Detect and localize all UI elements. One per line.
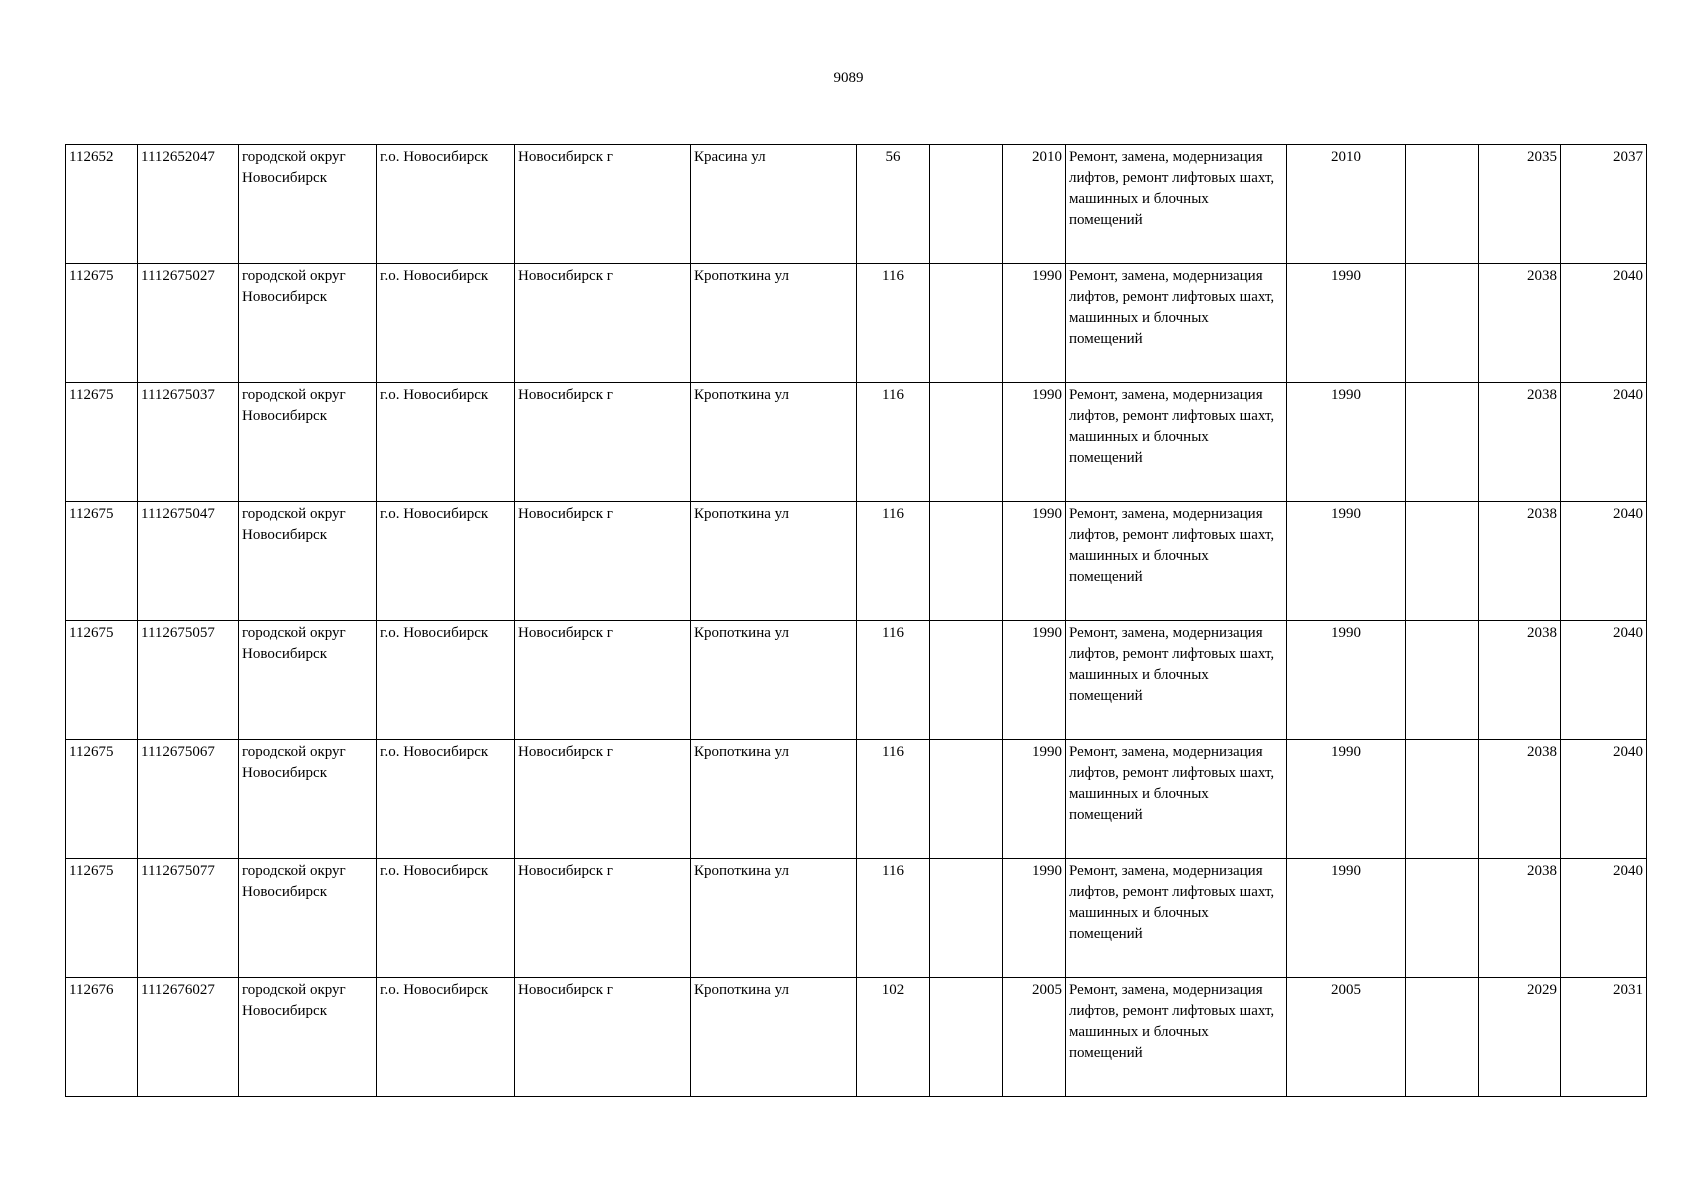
cell-work-type: Ремонт, замена, модернизация лифтов, ремонт лифтовых шахт, машинных и блочных помещений [1066, 264, 1287, 383]
cell-plan-start: 2035 [1479, 145, 1561, 264]
table-row [66, 145, 1647, 264]
cell-building [930, 978, 1003, 1097]
page-number: 9089 [833, 70, 864, 86]
cell-building [930, 621, 1003, 740]
cell-code: 1112676027 [138, 978, 239, 1097]
cell-building [930, 740, 1003, 859]
table-row [66, 264, 1647, 383]
cell-blank [1406, 621, 1479, 740]
table-row [66, 383, 1647, 502]
cell-plan-start: 2038 [1479, 621, 1561, 740]
cell-house: 116 [857, 621, 930, 740]
cell-code: 1112675027 [138, 264, 239, 383]
cell-blank [1406, 264, 1479, 383]
cell-city: Новосибирск г [515, 740, 691, 859]
cell-house: 116 [857, 383, 930, 502]
cell-id: 112675 [66, 740, 138, 859]
table-row [66, 621, 1647, 740]
cell-plan-end: 2040 [1561, 740, 1647, 859]
cell-street: Кропоткина ул [691, 264, 857, 383]
cell-blank [1406, 859, 1479, 978]
cell-blank [1406, 383, 1479, 502]
cell-plan-end: 2031 [1561, 978, 1647, 1097]
cell-building [930, 383, 1003, 502]
cell-id: 112675 [66, 264, 138, 383]
cell-municipality: г.о. Новосибирск [377, 978, 515, 1097]
cell-year-last: 2010 [1287, 145, 1406, 264]
cell-house: 116 [857, 502, 930, 621]
cell-work-type: Ремонт, замена, модернизация лифтов, ремонт лифтовых шахт, машинных и блочных помещений [1066, 621, 1287, 740]
cell-municipality: г.о. Новосибирск [377, 502, 515, 621]
cell-municipality: г.о. Новосибирск [377, 621, 515, 740]
cell-id: 112675 [66, 859, 138, 978]
cell-street: Кропоткина ул [691, 621, 857, 740]
cell-building [930, 502, 1003, 621]
cell-year-built: 2010 [1003, 145, 1066, 264]
cell-municipality: г.о. Новосибирск [377, 859, 515, 978]
cell-blank [1406, 978, 1479, 1097]
cell-code: 1112675047 [138, 502, 239, 621]
cell-year-last: 1990 [1287, 264, 1406, 383]
cell-work-type: Ремонт, замена, модернизация лифтов, ремонт лифтовых шахт, машинных и блочных помещений [1066, 502, 1287, 621]
cell-year-built: 1990 [1003, 383, 1066, 502]
cell-house: 116 [857, 264, 930, 383]
cell-code: 1112675077 [138, 859, 239, 978]
cell-district: городской округ Новосибирск [239, 740, 377, 859]
cell-work-type: Ремонт, замена, модернизация лифтов, ремонт лифтовых шахт, машинных и блочных помещений [1066, 740, 1287, 859]
table-row [66, 740, 1647, 859]
cell-city: Новосибирск г [515, 502, 691, 621]
cell-plan-start: 2029 [1479, 978, 1561, 1097]
cell-year-last: 1990 [1287, 621, 1406, 740]
cell-plan-start: 2038 [1479, 502, 1561, 621]
cell-city: Новосибирск г [515, 978, 691, 1097]
cell-house: 56 [857, 145, 930, 264]
cell-year-last: 1990 [1287, 740, 1406, 859]
cell-building [930, 264, 1003, 383]
cell-year-built: 1990 [1003, 740, 1066, 859]
cell-code: 1112675037 [138, 383, 239, 502]
cell-plan-end: 2040 [1561, 859, 1647, 978]
cell-district: городской округ Новосибирск [239, 621, 377, 740]
cell-plan-start: 2038 [1479, 264, 1561, 383]
cell-year-last: 1990 [1287, 502, 1406, 621]
cell-plan-end: 2040 [1561, 621, 1647, 740]
cell-plan-end: 2040 [1561, 383, 1647, 502]
cell-year-built: 1990 [1003, 502, 1066, 621]
cell-id: 112652 [66, 145, 138, 264]
cell-plan-end: 2040 [1561, 264, 1647, 383]
cell-district: городской округ Новосибирск [239, 978, 377, 1097]
cell-code: 1112675067 [138, 740, 239, 859]
cell-year-built: 2005 [1003, 978, 1066, 1097]
cell-id: 112675 [66, 621, 138, 740]
cell-id: 112676 [66, 978, 138, 1097]
registry-table [65, 144, 1647, 1097]
cell-work-type: Ремонт, замена, модернизация лифтов, ремонт лифтовых шахт, машинных и блочных помещений [1066, 145, 1287, 264]
cell-blank [1406, 502, 1479, 621]
cell-city: Новосибирск г [515, 859, 691, 978]
cell-city: Новосибирск г [515, 264, 691, 383]
cell-id: 112675 [66, 502, 138, 621]
cell-work-type: Ремонт, замена, модернизация лифтов, ремонт лифтовых шахт, машинных и блочных помещений [1066, 978, 1287, 1097]
cell-id: 112675 [66, 383, 138, 502]
cell-year-last: 1990 [1287, 383, 1406, 502]
cell-blank [1406, 145, 1479, 264]
cell-plan-end: 2037 [1561, 145, 1647, 264]
cell-year-built: 1990 [1003, 264, 1066, 383]
cell-house: 102 [857, 978, 930, 1097]
cell-year-built: 1990 [1003, 859, 1066, 978]
cell-building [930, 145, 1003, 264]
cell-year-last: 1990 [1287, 859, 1406, 978]
cell-building [930, 859, 1003, 978]
cell-street: Кропоткина ул [691, 978, 857, 1097]
cell-street: Кропоткина ул [691, 502, 857, 621]
cell-district: городской округ Новосибирск [239, 145, 377, 264]
cell-district: городской округ Новосибирск [239, 502, 377, 621]
cell-work-type: Ремонт, замена, модернизация лифтов, ремонт лифтовых шахт, машинных и блочных помещений [1066, 859, 1287, 978]
cell-code: 1112652047 [138, 145, 239, 264]
cell-street: Кропоткина ул [691, 859, 857, 978]
cell-district: городской округ Новосибирск [239, 383, 377, 502]
table-row [66, 502, 1647, 621]
cell-plan-start: 2038 [1479, 383, 1561, 502]
cell-street: Красина ул [691, 145, 857, 264]
cell-plan-start: 2038 [1479, 859, 1561, 978]
cell-street: Кропоткина ул [691, 383, 857, 502]
cell-year-built: 1990 [1003, 621, 1066, 740]
table-row [66, 859, 1647, 978]
cell-district: городской округ Новосибирск [239, 264, 377, 383]
cell-street: Кропоткина ул [691, 740, 857, 859]
cell-year-last: 2005 [1287, 978, 1406, 1097]
cell-city: Новосибирск г [515, 145, 691, 264]
cell-city: Новосибирск г [515, 383, 691, 502]
cell-blank [1406, 740, 1479, 859]
cell-house: 116 [857, 859, 930, 978]
cell-municipality: г.о. Новосибирск [377, 145, 515, 264]
table-row [66, 978, 1647, 1097]
cell-city: Новосибирск г [515, 621, 691, 740]
cell-house: 116 [857, 740, 930, 859]
cell-municipality: г.о. Новосибирск [377, 383, 515, 502]
cell-work-type: Ремонт, замена, модернизация лифтов, ремонт лифтовых шахт, машинных и блочных помещений [1066, 383, 1287, 502]
cell-plan-end: 2040 [1561, 502, 1647, 621]
cell-code: 1112675057 [138, 621, 239, 740]
cell-municipality: г.о. Новосибирск [377, 264, 515, 383]
cell-municipality: г.о. Новосибирск [377, 740, 515, 859]
cell-plan-start: 2038 [1479, 740, 1561, 859]
cell-district: городской округ Новосибирск [239, 859, 377, 978]
